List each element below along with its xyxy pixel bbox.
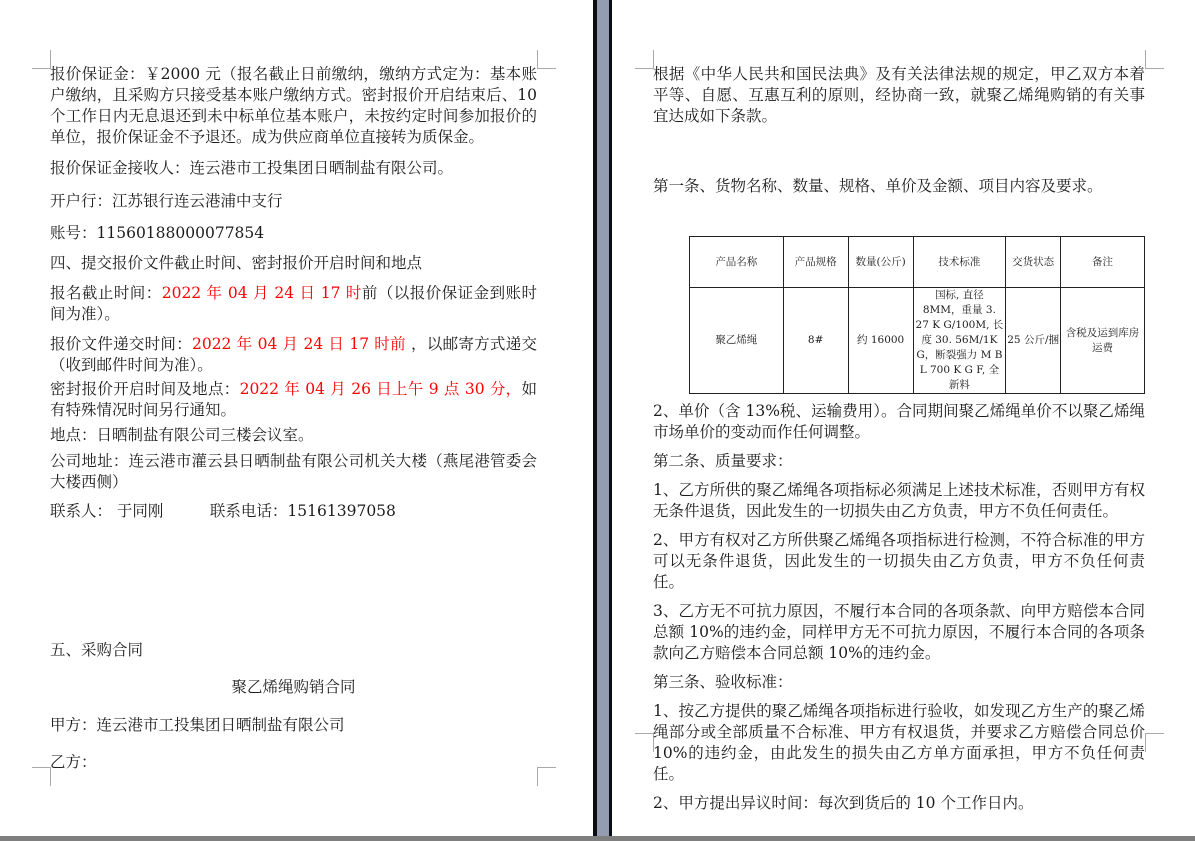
table-header-product-name: 产品名称	[690, 237, 784, 288]
contact-line	[50, 501, 537, 522]
paragraph-text: 报价保证金：￥2000 元（报名截止日前缴纳，缴纳方式定为：基本账户缴纳，且采购方只接受基本账户缴纳方式。密封报价开启结束后、10 个工作日内无息退还到未中标单位基本账户，未按约定时间参加报价的单位，报价保证金不予退还。成为供应商单位直接转为质保金。	[50, 65, 537, 146]
paragraph-text: 甲方：连云港市工投集团日晒制盐有限公司	[50, 716, 345, 734]
party-b	[50, 752, 537, 773]
paragraph-text: 报价保证金接收人：连云港市工投集团日晒制盐有限公司。	[50, 159, 454, 177]
paragraph-text: 聚乙烯绳购销合同	[231, 678, 356, 696]
paragraph-text: 根据《中华人民共和国民法典》及有关法律法规的规定，甲乙双方本着平等、自愿、互惠互利的原则，经协商一致，就聚乙烯绳购销的有关事宜达成如下条款。	[653, 65, 1145, 125]
goods-table	[689, 236, 1145, 394]
price-clause	[653, 401, 1145, 443]
page-divider	[593, 0, 612, 836]
paragraph-text: 前（以报价保证金到账时间为准）。	[50, 284, 537, 323]
preamble	[653, 64, 1145, 127]
submit-deadline	[50, 334, 537, 376]
paragraph-text: 3、乙方无不可抗力原因，不履行本合同的各项条款、向甲方赔偿本合同总额 10%的违约金，同样甲方无不可抗力原因，不履行本合同的各项条款向乙方赔偿本合同总额 10%的违约金。	[653, 602, 1145, 662]
article-1-heading	[653, 176, 1145, 197]
paragraph-text: 第二条、质量要求：	[653, 452, 793, 470]
signup-deadline	[50, 283, 537, 325]
paragraph-text: 报名截止时间：	[50, 284, 162, 302]
paragraph-text: 开户行：江苏银行连云港浦中支行	[50, 192, 283, 210]
bottom-strip	[0, 836, 1195, 841]
table-header-quantity: 数量(公斤)	[848, 237, 913, 288]
bank-name	[50, 191, 537, 212]
paragraph-text: 1、按乙方提供的聚乙烯绳各项指标进行验收，如发现乙方生产的聚乙烯绳部分或全部质量不合标准、甲方有权退货，并要求乙方赔偿合同总价 10%的违约金，由此发生的损失由乙方单方面承担，甲方不负任何责任。	[653, 702, 1145, 783]
company-address	[50, 451, 537, 493]
margin-crop-mark	[32, 50, 51, 69]
paragraph-text: 联系人： 于同刚 联系电话：15161397058	[50, 502, 396, 520]
opening-place	[50, 425, 537, 446]
paragraph-text: 第三条、验收标准：	[653, 673, 793, 691]
margin-crop-mark	[1145, 50, 1164, 69]
paragraph-text: 四、提交报价文件截止时间、密封报价开启时间和地点	[50, 254, 423, 272]
page-2-text-upper	[653, 64, 1145, 197]
paragraph-text: 如有特殊情况时间另行通知。	[50, 380, 537, 419]
highlighted-date-text: 2022 年 04 月 24 日 17 时前	[191, 335, 406, 353]
page-1	[0, 0, 593, 836]
paragraph-text: 报价文件递交时间：	[50, 335, 192, 353]
cell-tech-standard: 国标, 直径 8MM，重量 3. 27 K G/100M, 长度 30. 56M/1K G，断裂强力 M B L 700 K G F, 全新料	[913, 288, 1006, 394]
paragraph-text: 地点：日晒制盐有限公司三楼会议室。	[50, 426, 314, 444]
party-a	[50, 715, 537, 736]
highlighted-date-text: 2022 年 04 月 26 日上午 9 点 30 分，	[239, 380, 522, 398]
paragraph-text: 2、甲方提出异议时间：每次到货后的 10 个工作日内。	[653, 794, 1034, 812]
table-header-product-spec: 产品规格	[783, 237, 848, 288]
paragraph-text: 2、单价（含 13%税、运输费用）。合同期间聚乙烯绳单价不以聚乙烯绳市场单价的变动而作任何调整。	[653, 402, 1145, 441]
page-2-text-lower	[653, 401, 1145, 814]
opening-time	[50, 379, 537, 421]
article-3-heading	[653, 672, 1145, 693]
paragraph-text: 1、乙方所供的聚乙烯绳各项指标必须满足上述技术标准，否则甲方有权无条件退货，因此发生的一切损失由乙方负责，甲方不负任何责任。	[653, 481, 1145, 520]
deposit-receiver	[50, 158, 537, 179]
page-2-text	[653, 64, 1145, 814]
article-2-heading	[653, 451, 1145, 472]
cell-product-spec: 8#	[783, 288, 848, 394]
cell-quantity: 约 16000	[848, 288, 913, 394]
table-header-delivery-state: 交货状态	[1006, 237, 1061, 288]
margin-crop-mark	[32, 767, 51, 786]
cell-product-name: 聚乙烯绳	[690, 288, 784, 394]
page-1-text	[50, 64, 537, 773]
cell-delivery-state: 25 公斤/捆	[1006, 288, 1061, 394]
quality-2	[653, 530, 1145, 593]
page-2	[612, 0, 1195, 836]
contract-title	[50, 677, 537, 698]
table-row	[690, 288, 1145, 394]
table-header-remarks: 备注	[1061, 237, 1145, 288]
paragraph-text: 账号：11560188000077854	[50, 224, 265, 242]
quality-3	[653, 601, 1145, 664]
paragraph-text: 2、甲方有权对乙方所供聚乙烯绳各项指标进行检测，不符合标准的甲方可以无条件退货，因此发生的一切损失由乙方负责，甲方不负任何责任。	[653, 531, 1145, 591]
highlighted-date-text: 2022 年 04 月 24 日 17 时	[161, 284, 362, 302]
table-header-tech-standard: 技术标准	[913, 237, 1006, 288]
acceptance-1	[653, 701, 1145, 785]
section-4-heading	[50, 253, 537, 274]
paragraph-text: 乙方：	[50, 753, 97, 771]
margin-crop-mark	[635, 50, 654, 69]
paragraph-text: 第一条、货物名称、数量、规格、单价及金额、项目内容及要求。	[653, 177, 1103, 195]
margin-crop-mark	[635, 733, 654, 752]
account-number	[50, 223, 537, 244]
quality-1	[653, 480, 1145, 522]
margin-crop-mark	[537, 50, 556, 69]
cell-remarks: 含税及运到库房运费	[1061, 288, 1145, 394]
section-5-heading	[50, 640, 537, 661]
paragraph-text: 公司地址：连云港市灌云县日晒制盐有限公司机关大楼（燕尾港管委会大楼西侧）	[50, 452, 537, 491]
paragraph-text: 五、采购合同	[50, 641, 144, 659]
margin-crop-mark	[1145, 733, 1164, 752]
margin-crop-mark	[537, 767, 556, 786]
acceptance-2	[653, 793, 1145, 814]
deposit-clause	[50, 64, 537, 148]
paragraph-text: 密封报价开启时间及地点：	[50, 380, 240, 398]
paragraph-text: ，以邮寄方式递交（收到邮件时间为准）。	[50, 335, 537, 374]
table-header-row	[690, 237, 1145, 288]
